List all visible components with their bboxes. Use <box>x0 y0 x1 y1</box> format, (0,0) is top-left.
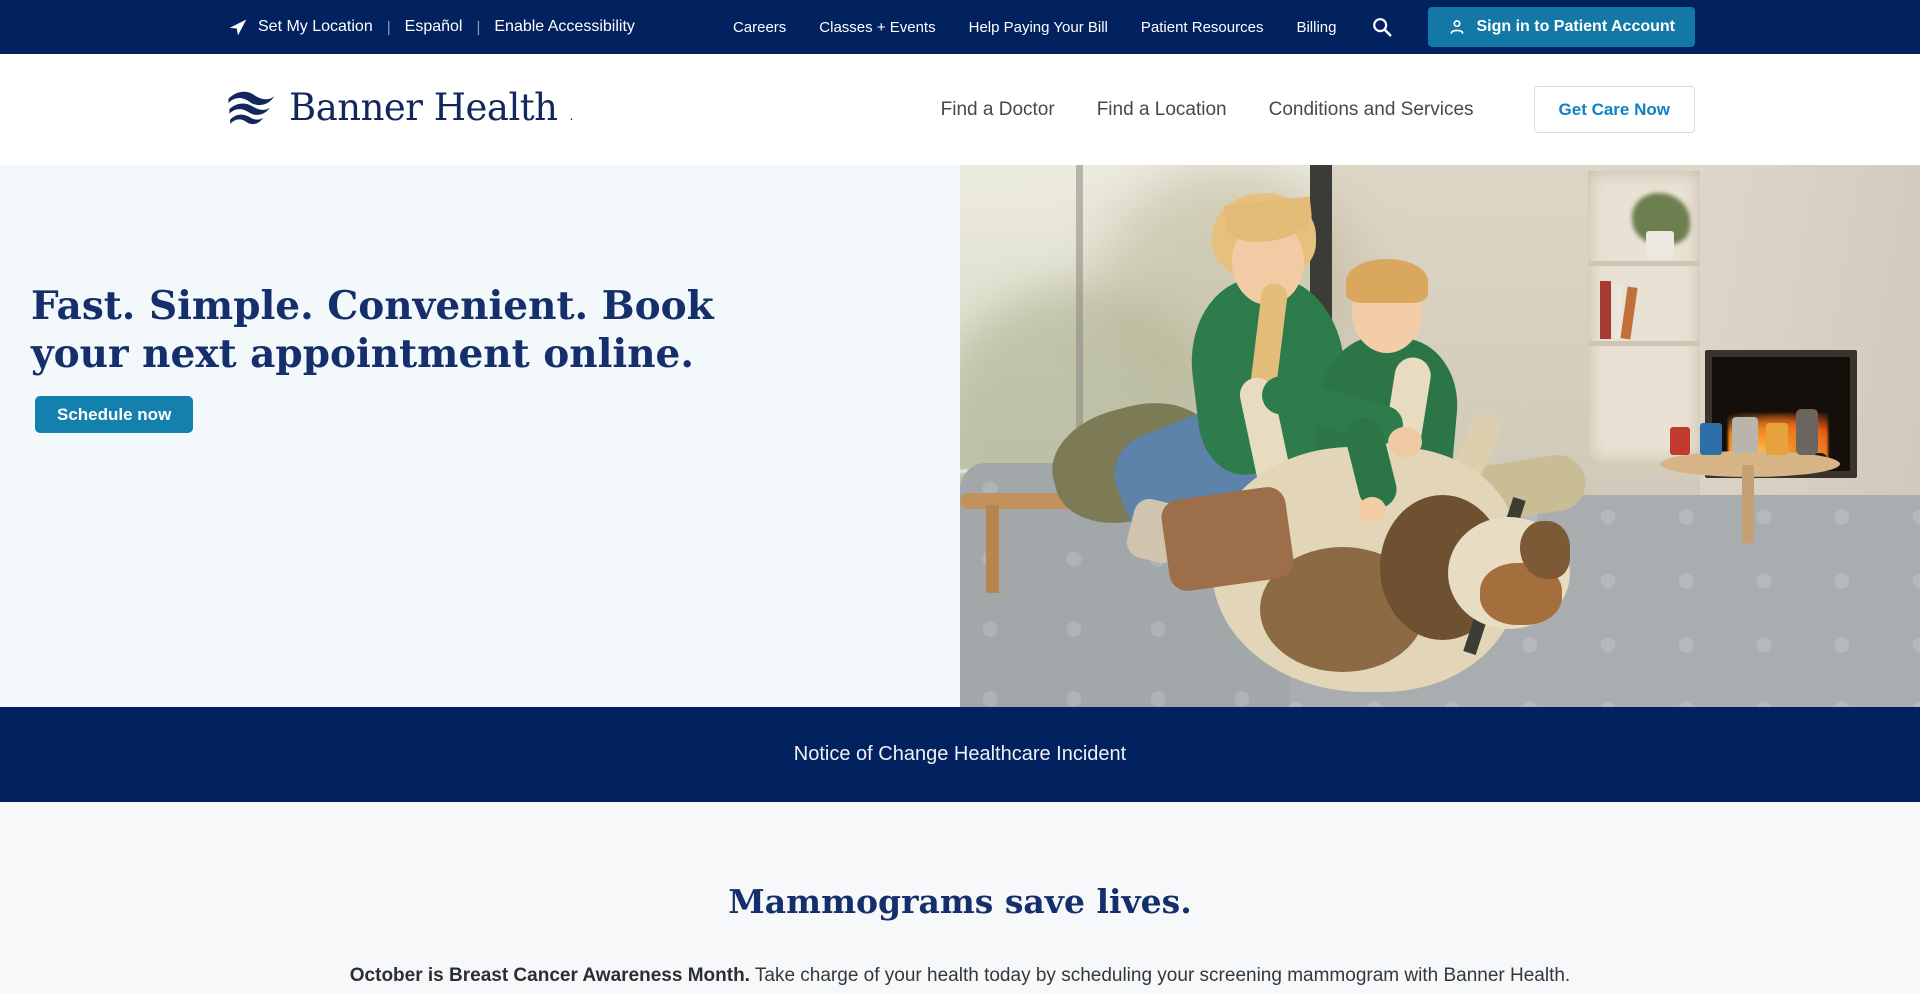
set-my-location-link[interactable] <box>228 17 373 37</box>
main-header-inner <box>0 86 1920 134</box>
nav-find-a-location[interactable]: Find a Location <box>1096 98 1227 120</box>
logo-wordmark: Banner Health <box>289 85 558 129</box>
mammogram-section <box>0 802 1920 993</box>
classes-events-link[interactable]: Classes + Events <box>819 18 936 36</box>
utility-right-group <box>733 7 1695 47</box>
primary-navigation <box>941 86 1695 133</box>
hero-photo <box>960 165 1920 707</box>
hero-copy <box>31 283 751 378</box>
top-utility-bar-inner <box>0 7 1920 47</box>
main-header <box>0 54 1920 165</box>
photo-wood-leg <box>986 505 999 593</box>
photo-plant-pot <box>1646 231 1674 259</box>
sign-in-label: Sign in to Patient Account <box>1476 18 1675 35</box>
schedule-now-button[interactable]: Schedule now <box>35 396 193 433</box>
photo-yellow-mug <box>1766 423 1788 455</box>
location-arrow-icon <box>228 17 248 37</box>
mammogram-body-rest: Take charge of your health today by scheduling your screening mammogram with Banner Health. <box>749 965 1571 986</box>
patient-resources-link[interactable]: Patient Resources <box>1140 18 1264 36</box>
careers-link[interactable]: Careers <box>732 18 787 36</box>
top-utility-bar <box>0 0 1920 54</box>
utility-left-group <box>228 17 635 37</box>
mammogram-body <box>0 965 1920 987</box>
photo-woman-hand <box>1388 427 1422 457</box>
hero-headline: Fast. Simple. Convenient. Book your next appointment online. <box>31 283 714 377</box>
divider: | <box>386 18 391 36</box>
photo-shelf-board <box>1588 261 1700 266</box>
photo-blue-mug <box>1700 423 1722 455</box>
photo-gray-mug <box>1732 417 1758 453</box>
person-icon <box>1448 18 1466 36</box>
photo-shelf-board <box>1588 341 1700 346</box>
search-icon[interactable] <box>1369 14 1395 40</box>
photo-blanket <box>1159 485 1296 594</box>
get-care-now-button[interactable]: Get Care Now <box>1534 86 1695 133</box>
photo-book <box>1600 281 1611 339</box>
espanol-link[interactable]: Español <box>404 18 463 35</box>
set-my-location-label: Set My Location <box>258 18 373 35</box>
divider: | <box>476 18 481 36</box>
notice-band <box>0 707 1920 802</box>
photo-boy-hand <box>1358 497 1386 523</box>
hero-section <box>0 165 1920 707</box>
photo-red-mug <box>1670 427 1690 455</box>
banner-health-logo[interactable] <box>225 86 573 134</box>
enable-accessibility-link[interactable]: Enable Accessibility <box>494 18 635 35</box>
help-paying-bill-link[interactable]: Help Paying Your Bill <box>968 18 1108 36</box>
nav-conditions-and-services[interactable]: Conditions and Services <box>1268 98 1474 120</box>
mammogram-body-bold: October is Breast Cancer Awareness Month. <box>349 965 750 986</box>
mammogram-heading: Mammograms save lives. <box>728 882 1192 921</box>
photo-dog-ear <box>1520 521 1570 579</box>
notice-of-change-healthcare-incident-link[interactable]: Notice of Change Healthcare Incident <box>793 743 1127 765</box>
banner-wave-logo-icon <box>225 86 277 134</box>
sign-in-patient-account-button[interactable] <box>1428 7 1695 47</box>
billing-link[interactable]: Billing <box>1296 18 1337 36</box>
photo-coffee-table-leg <box>1742 465 1754 543</box>
photo-boy-hair <box>1346 259 1428 303</box>
photo-thermos <box>1796 409 1818 455</box>
logo-registered-mark: . <box>569 106 574 123</box>
nav-find-a-doctor[interactable]: Find a Doctor <box>940 98 1055 120</box>
